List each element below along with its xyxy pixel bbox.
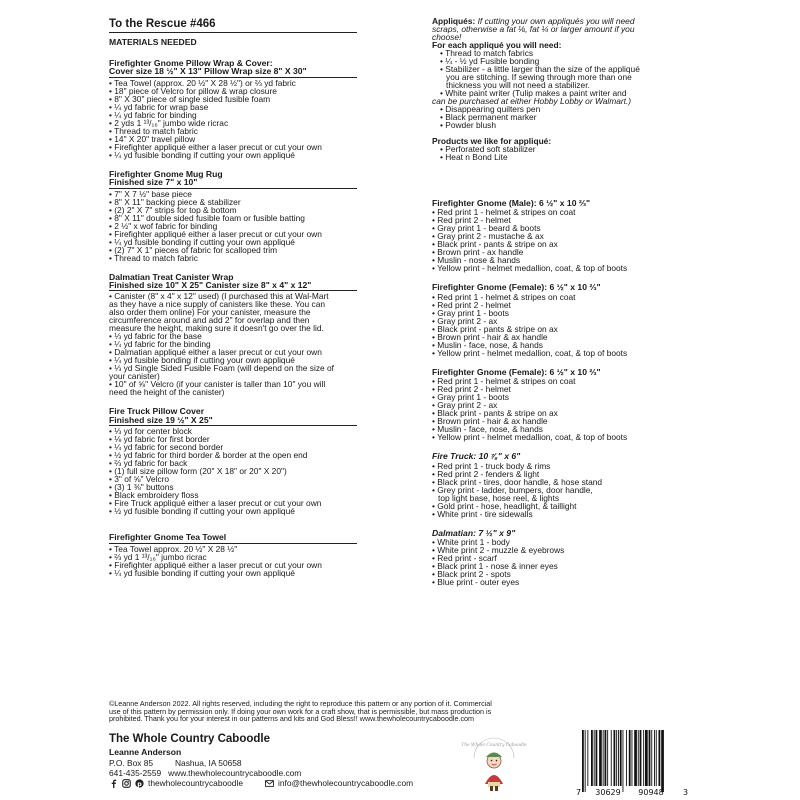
list-item: • Gray print 1 - beard & boots [432,223,541,234]
barcode-bar [640,730,642,786]
list-item: • Grey print - ladder, bumpers, door handle, [432,484,593,495]
barcode-bar [603,730,604,786]
copyright-line: ©Leanne Anderson 2022. All rights reserved, including the right to reproduce this pattern or any portion of it. Commercial [109,699,492,708]
list-item: • Stabilizer - a little larger than the size of the appliqué [440,64,640,74]
list-item: • ⅔ yd 1 ¹³/₁₆" jumbo ricrac [109,551,207,562]
section-tea-towel [109,533,357,576]
section-title: Firefighter Gnome Pillow Wrap & Cover: [109,58,273,68]
appliques-label: Appliqués: [432,16,476,26]
list-item: • Black print - pants & stripe on ax [432,323,558,334]
copyright-line: use of this pattern by permission only. If doing your own work for a craft show, that is permissible, but mass production is [109,706,492,716]
section-mug-rug [109,170,357,262]
list-item: • Brown print - ax handle [432,247,524,258]
list-item: • Yellow print - helmet medallion, coat, & top of boots [432,432,628,443]
list-item: • Black print 1 - nose & inner eyes [432,561,558,572]
logo-text: The Whole Country Caboodle [461,743,527,748]
list-item: • Muslin - face, nose, & hands [432,424,543,435]
supply-list [109,427,357,515]
list-item: • ¼ yd fusible bonding if cutting your own appliqué [109,236,295,247]
barcode-bar [651,730,652,786]
list-item: • (2) 2" X 7" strips for top & bottom [109,204,237,215]
supply-list [109,190,357,262]
list-item: • ½ yd fusible bonding if cutting your own appliqué [109,506,295,517]
section-dalmatian [432,529,692,586]
barcode-bar [626,730,627,786]
list-item: measure the height, making sure it doesn't go over the lid. [109,323,324,334]
list-item: • ¼ yd fabric for second border [109,442,224,453]
list-item: • 8" X 30" piece of single sided fusible foam [109,93,271,104]
barcode-bar [638,730,639,786]
list-item: • (1) full size pillow form (20" X 18" or 20" X 20") [109,466,287,477]
list-item: • Black print - tires, door handle, & hose stand [432,476,603,487]
list-item: you are stitching. If sewing through more than one [446,72,632,82]
list-item: • ¼ yd fabric for wrap base [109,101,209,112]
list-item: • 10" of ⅝" Velcro (if your canister is taller than 10" you will [109,379,326,390]
section-title: Firefighter Gnome (Female): 6 ½" x 10 ⅔" [432,282,601,293]
list-item: • ½ yd fabric for third border & border at the open end [109,450,308,461]
section-size: Finished size 7" x 10" [109,178,357,188]
list-item: • White paint writer (Tulip makes a paint writer and [440,88,627,98]
list-item: circumference around and add 2" for overlap and then [109,315,310,326]
list-item: • Yellow print - helmet medallion, coat, & top of boots [432,347,628,358]
barcode-digit: 30629 [595,788,621,797]
list-item: • 7" X 7 ½" base piece [109,188,192,199]
barcode-bar [599,730,602,786]
section-fire-truck [432,452,692,517]
address [109,758,242,768]
list-item: • ¼ yd fusible bonding if cutting your own appliqué [109,567,295,578]
barcode-bar [591,730,593,786]
list-item: • Red print 2 - fenders & light [432,468,540,479]
list-item: top light base, hose reel, & lights [438,492,560,503]
section-title: Firefighter Gnome Mug Rug [109,168,223,179]
list-item: • Red print - scarf [432,553,497,564]
barcode-bar [634,730,637,786]
list-item: • White print - tire sidewalls [432,508,533,519]
email-address[interactable]: info@thewholecountrycaboodle.com [277,778,414,788]
list-item: can be purchased at either Hobby Lobby or Walmart.) [432,96,632,106]
barcode-bar [654,730,655,786]
section-gnome-female-2 [432,368,692,441]
list-item: • Firefighter appliqué either a laser precut or cut your own [109,228,322,239]
page-title: To the Rescue #466 [109,17,357,33]
barcode-bar [582,730,584,792]
barcode-digit: 3 [683,788,689,797]
barcode-bars [582,730,664,792]
list-item: • ⅓ yd Single Sided Fusible Foam (will depend on the size of [109,363,334,374]
section-title: Dalmatian: 7 ½" x 9" [432,527,516,538]
list-item: • 8" X 11" backing piece & stabilizer [109,196,241,207]
section-title: Firefighter Gnome Tea Towel [109,533,357,543]
list-item: • 14" X 20" travel pillow [109,133,196,144]
barcode-bar [645,730,648,786]
section-canister-wrap [109,273,357,397]
barcode-bar [656,730,657,786]
barcode-bar [614,730,616,786]
fabric-list [432,293,692,357]
fabric-list [432,462,692,518]
list-item: thickness you will not need a stabilizer. [446,80,590,90]
section-size: Finished size 19 ½" X 25" [109,416,357,426]
pinterest-icon[interactable] [135,779,144,788]
svg-text:p: p [137,780,142,788]
barcode-digit: 90948 [638,788,664,797]
caboodle-logo [461,732,527,794]
list-item: • 3" of ⅝" Velcro [109,474,170,485]
list-item: • ⅛ yd fabric for first border [109,434,210,445]
supply-list [109,79,357,159]
list-item: • Gray print 1 - boots [432,392,509,403]
list-item: • ¼ yd fabric for binding [109,109,197,120]
list-item: • White print 1 - body [432,537,510,548]
barcode-bar [616,730,617,786]
list-item: • Red print 2 - helmet [432,384,511,395]
barcode-bar [661,730,664,792]
list-item: • Powder blush [440,120,497,130]
list-item: • Red print 1 - truck body & rims [432,460,551,471]
list-item: • (3) 1 ⅜" buttons [109,482,174,493]
list-item: • 18" piece of Velcro for pillow & wrap closure [109,85,277,96]
list-item: • 2 yds 1 ¹³/₁₆" jumbo wide ricrac [109,117,229,128]
list-item: • ¼ - ½ yd Fusible bonding [440,56,540,66]
list-item: • Tea Towel approx. 20 ½" X 28 ½" [109,543,238,554]
list-item: • Disappearing quilters pen [440,104,541,114]
website-link[interactable]: www.thewholecountrycaboodle.com [168,768,302,778]
barcode-bar [607,730,608,786]
upc-barcode [573,728,691,798]
copyright-line: prohibited. Thank you for your interest in our patterns and kits and God Bless!! www.thewholecountrycaboodle.com [109,714,475,724]
social-links [109,778,413,788]
each-applique-list [432,49,692,129]
section-title: Fire Truck Pillow Cover [109,406,205,417]
brand-name: The Whole Country Caboodle [109,733,270,745]
barcode-bar [594,730,595,786]
right-column [432,17,692,586]
appliques-note: scraps, otherwise a fat ⅛, fat ¼ or larger amount if you [432,24,635,34]
fabric-list [432,538,692,586]
fabric-list [432,377,692,441]
section-size: Cover size 18 ½" X 13" Pillow Wrap size 8" X 30" [109,67,357,77]
barcode-bar [618,730,619,786]
materials-needed-heading: MATERIALS NEEDED [109,37,197,47]
list-item: • Gray print 2 - mustache & ax [432,231,544,242]
list-item: • ⅓ yd fabric for the base [109,331,202,342]
phone-number: 641-435-2559 [109,768,162,778]
fabric-list [432,208,692,272]
list-item: • Brown print - hair & ax handle [432,331,548,342]
list-item: • ¼ yd fusible bonding if cutting your own appliqué [109,355,295,366]
list-item: • Tea Towel (approx. 20 ½" X 28 ½") or ⅔ yd fabric [109,77,296,88]
contact-line [109,768,301,778]
list-item: • Firefighter appliqué either a laser precut or cut your own [109,559,322,570]
section-pillow-cover [109,407,357,515]
section-title: Fire Truck: 10 ⅞" x 6" [432,451,521,462]
copyright-notice [109,700,691,723]
list-item: • Black permanent marker [440,112,537,122]
section-title: Firefighter Gnome (Male): 6 ½" x 10 ⅔" [432,198,591,208]
list-item: • Muslin - nose & hands [432,255,521,266]
barcode-bar [623,730,624,792]
barcode-bar [632,730,633,786]
list-item: • Black print 2 - spots [432,569,511,580]
list-item: • Dalmatian appliqué either a laser precut or cut your own [109,347,322,358]
products-heading: Products we like for appliqué: [432,136,552,146]
section-title: Firefighter Gnome (Female): 6 ½" x 10 ⅔" [432,366,601,377]
section-size: Finished size 10" X 25" Canister size 8" x 4" x 12" [109,281,357,291]
list-item: • Thread to match fabric [109,125,198,136]
list-item: • Gold print - hose, headlight, & taillight [432,500,577,511]
list-item: • Red print 2 - helmet [432,299,511,310]
city: Nashua, IA 50658 [175,758,242,768]
barcode-bar [659,730,661,786]
list-item: • Firefighter appliqué either a laser precut or cut your own [109,141,322,152]
social-handle[interactable]: thewholecountrycaboodle [148,778,243,788]
list-item: • Black embroidery floss [109,490,199,501]
list-item: also order them online) For your canister, measure the [109,307,311,318]
author-name: Leanne Anderson [109,747,182,757]
list-item: • Red print 1 - helmet & stripes on coat [432,207,576,218]
barcode-bar [611,730,612,786]
list-item: • Red print 1 - helmet & stripes on coat [432,291,576,302]
email-icon [265,779,274,788]
list-item: • Thread to match fabric [109,252,198,263]
supply-list [109,545,357,577]
barcode-bar [649,730,651,786]
barcode-bar [605,730,607,786]
list-item: • Heat n Bond Lite [440,152,508,162]
list-item: your canister) [109,371,160,382]
barcode-bar [620,730,622,786]
list-item: • Black print - pants & stripe on ax [432,239,558,250]
list-item: • Canister (8" x 4" x 12" used) (I purchased this at Wal-Mart [109,291,329,302]
barcode-bar [596,730,598,786]
barcode-bar [643,730,644,786]
section-pillow-wrap [109,59,357,159]
section-gnome-female-1 [432,283,692,356]
list-item: • ⅓ yd for center block [109,426,192,437]
instagram-icon[interactable] [122,779,131,788]
list-item: • Red print 1 - helmet & stripes on coat [432,376,576,387]
list-item: • (2) 7" X 1" pieces of fabric for scalloped trim [109,244,278,255]
appliques-note: If cutting your own appliqués you will need [475,16,635,26]
list-item: • Black print - pants & stripe on ax [432,408,558,419]
list-item: • ¼ yd fusible bonding if cutting your own appliqué [109,149,295,160]
list-item: • Gray print 2 - ax [432,315,498,326]
list-item: • Muslin - face, nose, & hands [432,339,543,350]
left-column [109,17,357,588]
list-item: • ¼ yd fabric for the binding [109,339,211,350]
section-gnome-male [432,199,692,272]
list-item: • Yellow print - helmet medallion, coat, & top of boots [432,263,628,274]
barcode-bar [585,730,586,792]
list-item: • Brown print - hair & ax handle [432,416,548,427]
list-item: • 8" X 11" double sided fusible foam or fusible batting [109,212,305,223]
list-item: • White print 2 - muzzle & eyebrows [432,545,565,556]
appliques-note: choose! [432,32,462,42]
po-box: P.O. Box 85 [109,758,154,768]
list-item: • Thread to match fabrics [440,48,534,58]
list-item: need the height of the canister) [109,387,225,398]
list-item: • Gray print 1 - boots [432,307,509,318]
barcode-bar [629,730,631,786]
barcode-bar [587,730,588,786]
list-item: • Red print 2 - helmet [432,215,511,226]
list-item: • Blue print - outer eyes [432,577,520,588]
barcode-digit: 7 [576,788,582,797]
products-list [432,145,692,161]
list-item: • ⅔ yd fabric for back [109,458,188,469]
list-item: as they have a nice supply of canisters like these. You can [109,299,326,310]
appliques-intro [432,17,692,49]
facebook-icon[interactable] [109,779,118,788]
each-applique-heading: For each appliqué you will need: [432,40,562,50]
list-item: • 2 ½" x wof fabric for binding [109,220,218,231]
supply-list [109,292,357,396]
section-title: Dalmatian Treat Canister Wrap [109,271,234,282]
list-item: • Gray print 2 - ax [432,400,498,411]
list-item: • Fire Truck appliqué either a laser precut or cut your own [109,498,322,509]
list-item: • Perforated soft stabilizer [440,144,536,154]
